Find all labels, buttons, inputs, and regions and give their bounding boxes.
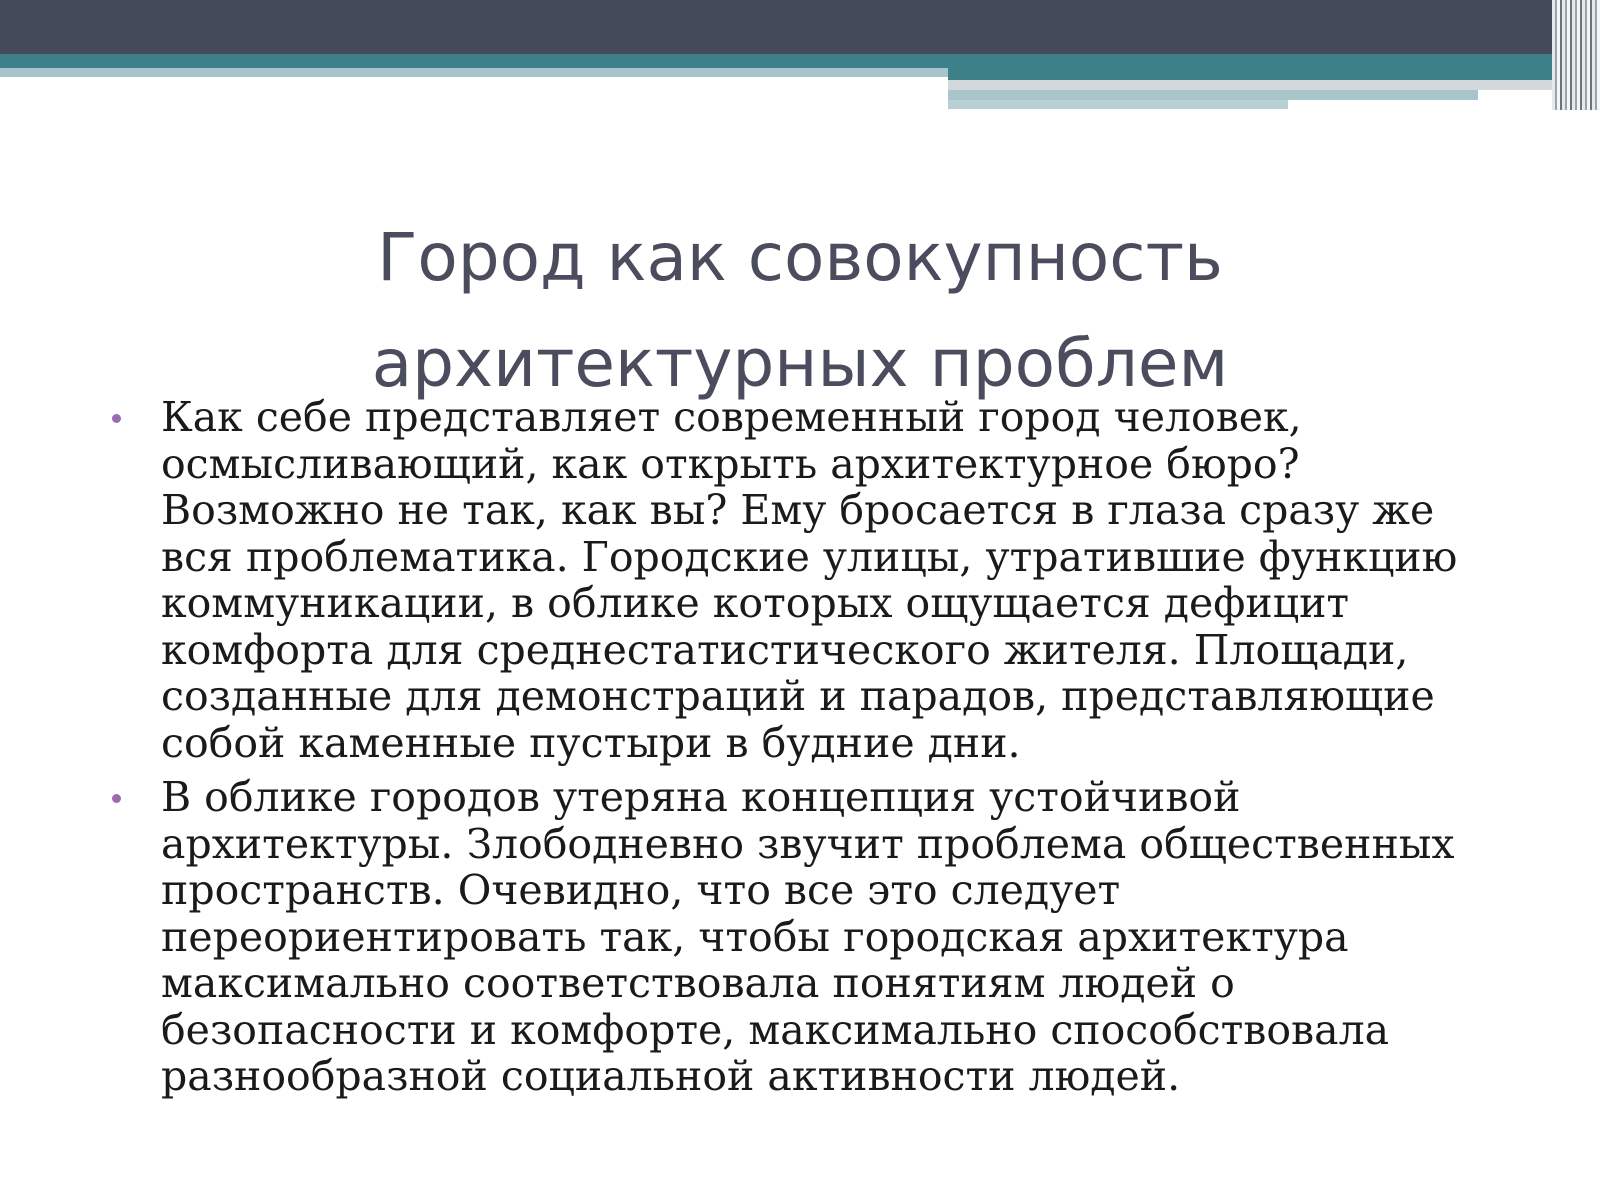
slide-title-line-2: архитектурных проблем bbox=[371, 325, 1229, 402]
header-band-teal bbox=[0, 54, 1600, 68]
header-band-dark bbox=[0, 0, 1600, 54]
slide-title bbox=[160, 205, 1440, 417]
header-band-light-right bbox=[948, 90, 1478, 100]
header-band-teal-right bbox=[948, 68, 1600, 80]
bullet-text: В облике городов утеряна концепция устойчивой архитектуры. Злободневно звучит проблема общественных пространств. Очевидно, что все это следует переориентировать так, чтобы городская архитектура максимально соответствовала понятиям людей о безопасности и комфорте, максимально способствовала разнообразной социальной активности людей. bbox=[161, 773, 1455, 1100]
bullet-item bbox=[112, 394, 1502, 766]
slide-title-line-1: Город как совокупность bbox=[377, 219, 1223, 296]
header-edge-stripes bbox=[1552, 0, 1600, 110]
header-band-gray-right bbox=[948, 80, 1600, 90]
header-band-light-left bbox=[0, 68, 948, 77]
bullet-text: Как себе представляет современный город человек, осмысливающий, как открыть архитектурное бюро? Возможно не так, как вы? Ему бросается в глаза сразу же вся проблематика. Городские улицы, утратившие функцию коммуникации, в облике которых ощущается дефицит комфорта для среднестатистического жителя. Площади, созданные для демонстраций и парадов, представляющие собой каменные пустыри в будние дни. bbox=[161, 393, 1458, 767]
bullet-item bbox=[112, 774, 1502, 1100]
bullet-dot-icon bbox=[112, 794, 121, 803]
header-band-light-right-lower bbox=[948, 100, 1288, 109]
bullet-dot-icon bbox=[112, 414, 121, 423]
bullet-list bbox=[112, 394, 1502, 1108]
